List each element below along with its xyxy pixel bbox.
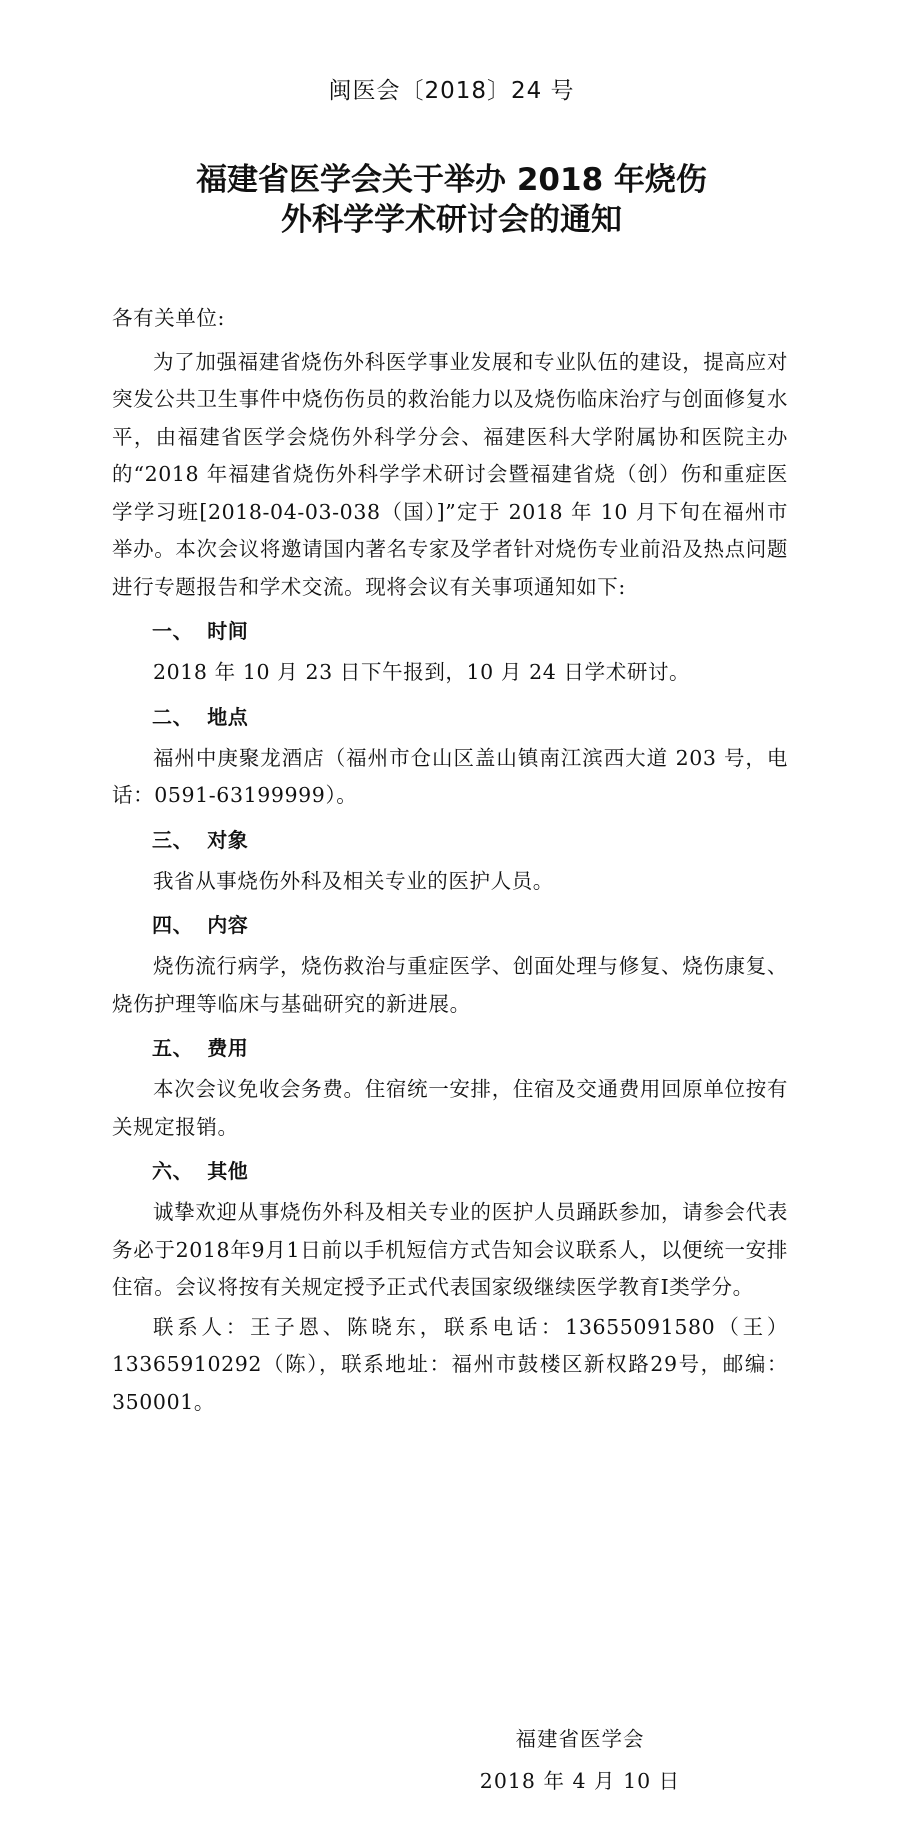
section-number: 二、 [152,704,194,729]
title-line-1: 福建省医学会关于举办 2018 年烧伤 [196,162,707,198]
signature-organization: 福建省医学会 [515,1727,645,1751]
section-heading-content [112,906,788,944]
document-number: 闽医会〔2018〕24 号 [328,78,575,104]
contact-info: 联系人：王子恩、陈晓东，联系电话：13655091580（王）13365910292（陈），联系地址：福州市鼓楼区新权路29号，邮编：350001。 [112,1314,788,1414]
section-title: 费用 [207,1036,249,1060]
section-title: 内容 [207,913,249,937]
section-title: 对象 [207,827,249,852]
section-heading-location [112,698,788,736]
section-title: 时间 [207,619,249,643]
section-heading-time [112,612,788,650]
section-title: 其他 [207,1159,249,1183]
section-title: 地点 [207,704,249,729]
document-body [112,300,788,1427]
section-number: 六、 [152,1159,194,1183]
section-number: 四、 [152,913,194,937]
intro-paragraph: 为了加强福建省烧伤外科医学事业发展和专业队伍的建设，提高应对突发公共卫生事件中烧伤伤员的救治能力以及烧伤临床治疗与创面修复水平，由福建省医学会烧伤外科学分会、福建医科大学附属协和医院主办的“2018 年福建省烧伤外科学学术研讨会暨福建省烧（创）伤和重症医学学习班[2018-04-03-038（国）]”定于 2018 年 10 月下旬在福州市举办。本次会议将邀请国内著名专家及学者针对烧伤专业前沿及热点问题进行专题报告和学术交流。现将会议有关事项通知如下: [112,349,788,599]
section-time-text: 2018 年 10 月 23 日下午报到，10 月 24 日学术研讨。 [153,660,691,684]
title-line-2: 外科学学术研讨会的通知 [281,202,622,238]
salutation: 各有关单位: [112,306,226,330]
section-fees-text: 本次会议免收会务费。住宿统一安排，住宿及交通费用回原单位按有关规定报销。 [112,1077,788,1139]
section-other-text: 诚挚欢迎从事烧伤外科及相关专业的医护人员踊跃参加，请参会代表务必于2018年9月1日前以手机短信方式告知会议联系人，以便统一安排住宿。会议将按有关规定授予正式代表国家级继续医学教育Ⅰ类学分。 [112,1200,788,1299]
section-content-text: 烧伤流行病学，烧伤救治与重症医学、创面处理与修复、烧伤康复、烧伤护理等临床与基础研究的新进展。 [112,954,788,1016]
section-heading-other [112,1152,788,1190]
signature-date: 2018 年 4 月 10 日 [479,1769,681,1793]
section-number: 三、 [152,827,194,852]
section-heading-audience [112,821,788,859]
section-audience-text: 我省从事烧伤外科及相关专业的医护人员。 [153,868,554,893]
section-number: 一、 [152,619,194,643]
section-number: 五、 [152,1036,194,1060]
section-location-text: 福州中庚聚龙酒店（福州市仓山区盖山镇南江滨西大道 203 号，电话：0591-63199999）。 [112,745,788,807]
document-title [0,160,903,240]
section-heading-fees [112,1029,788,1067]
